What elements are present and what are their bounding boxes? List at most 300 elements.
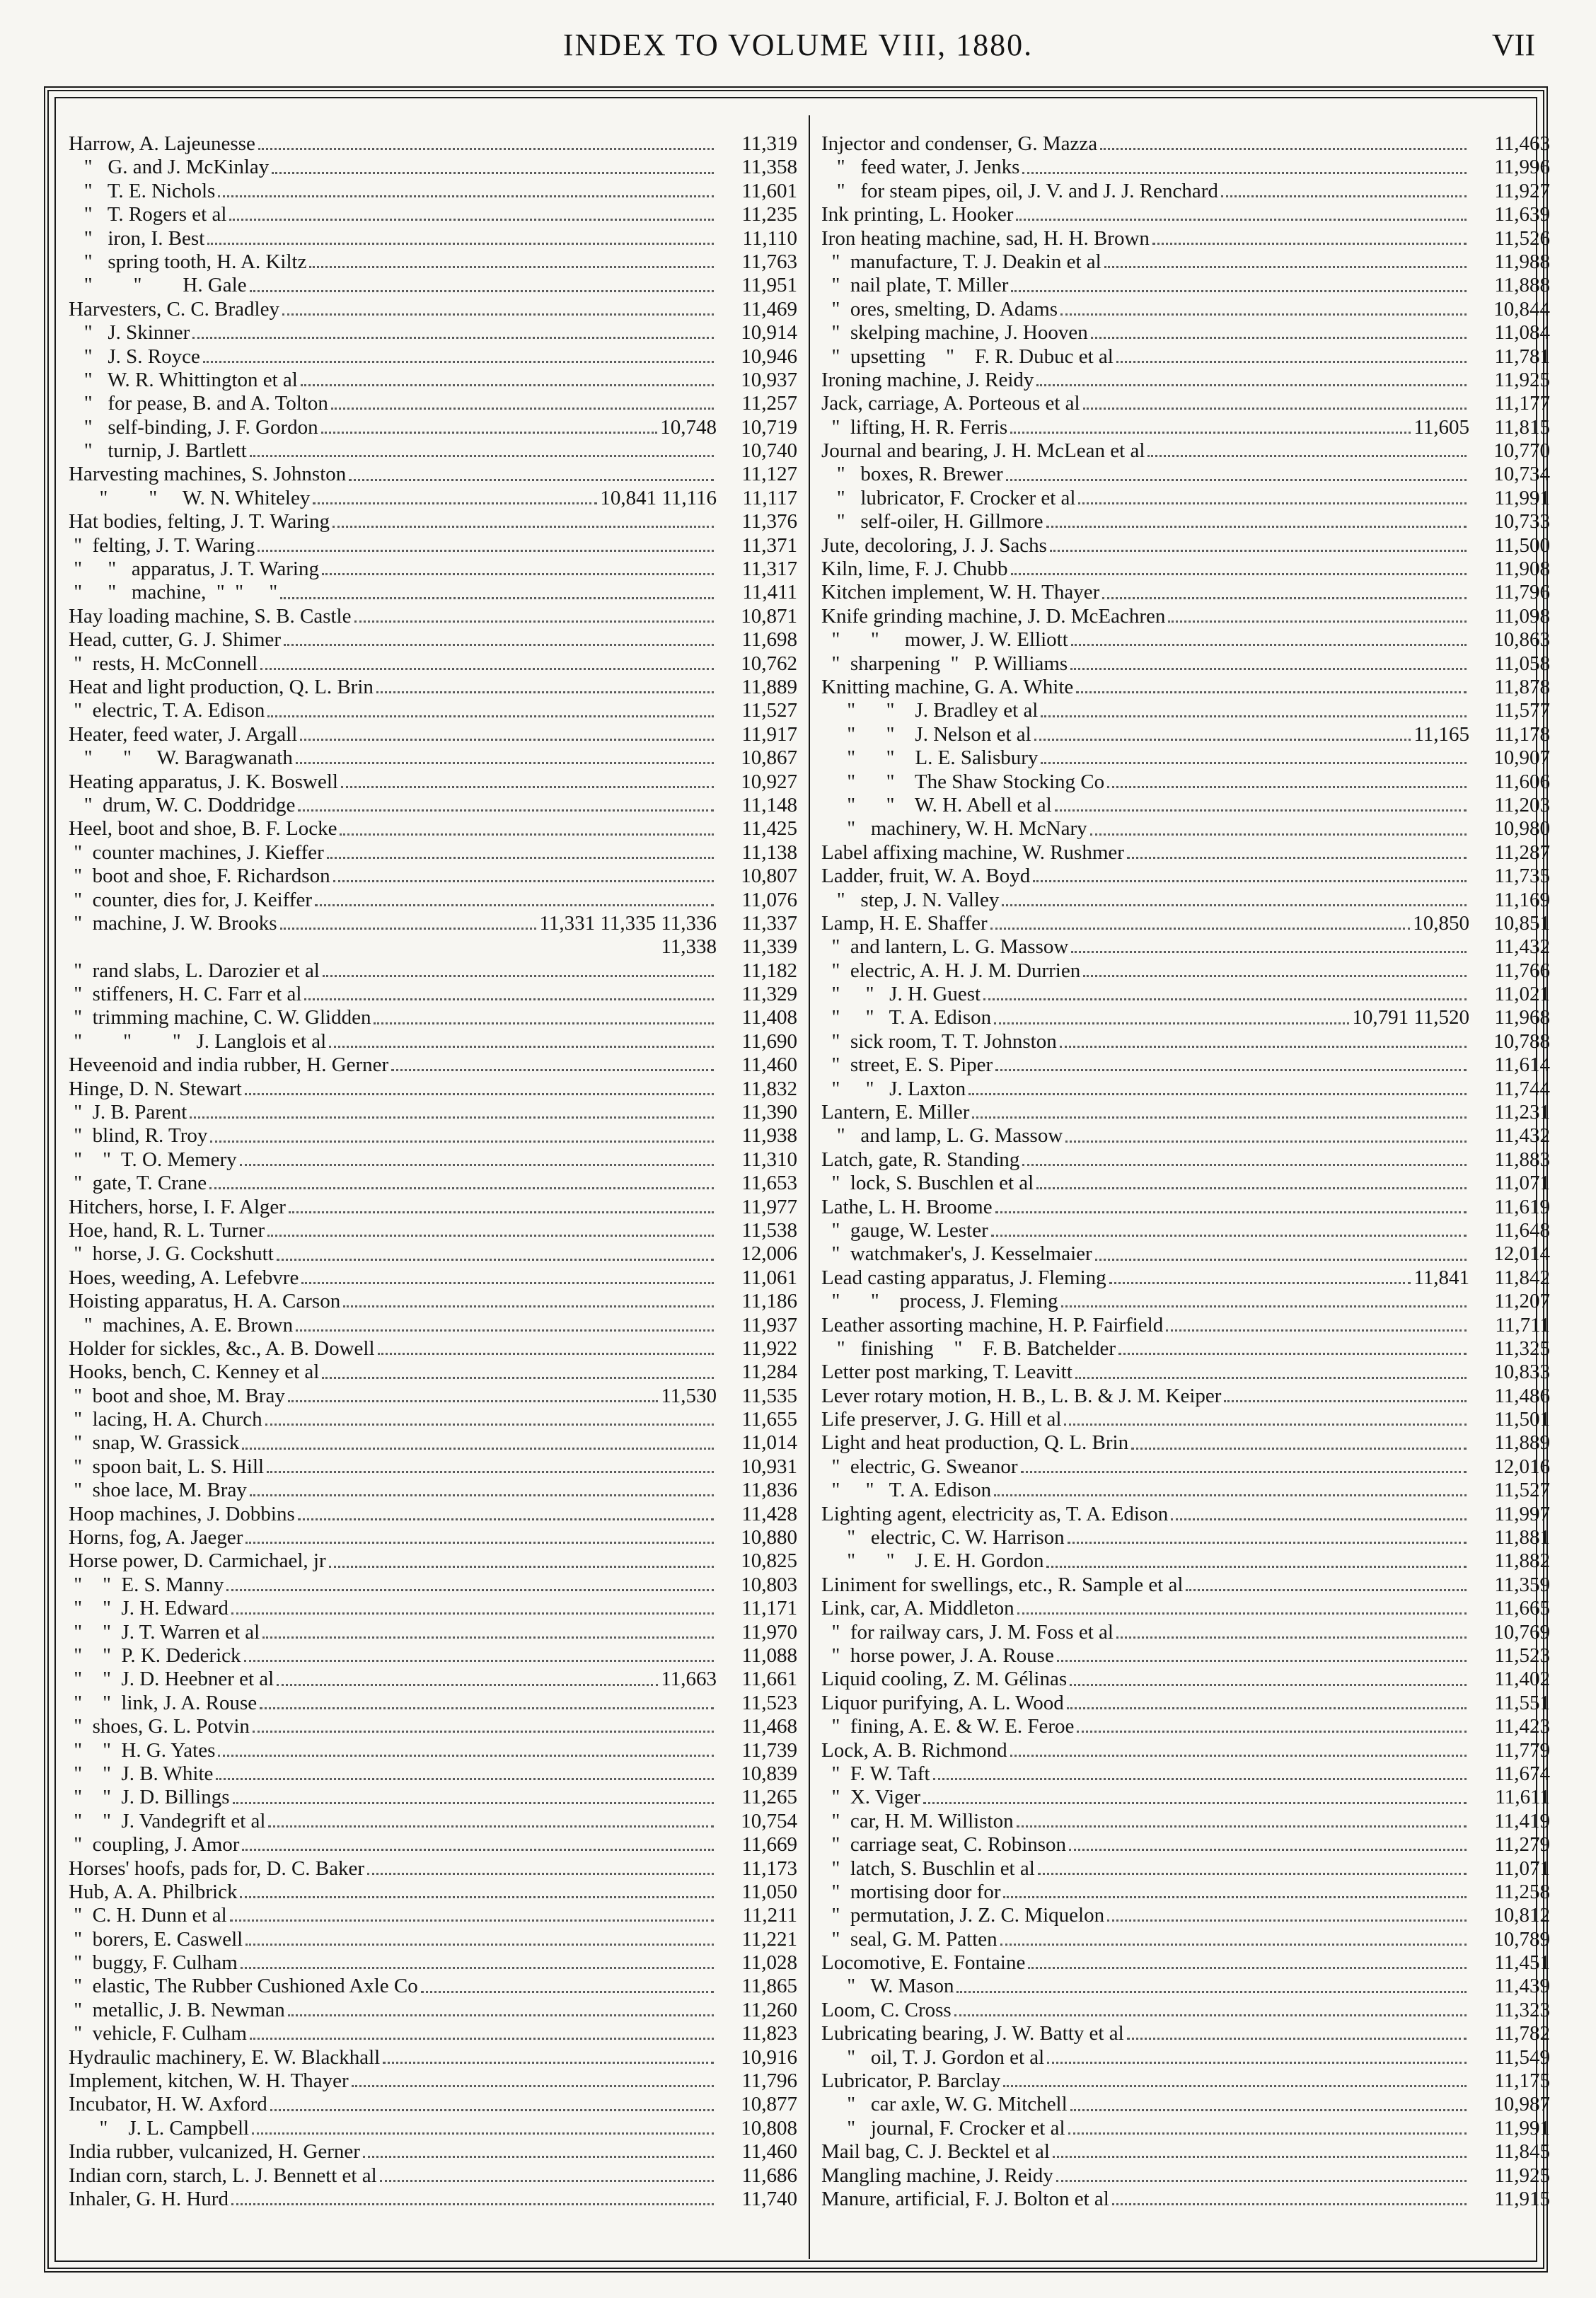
- entry-text: " for pease, B. and A. Tolton: [69, 392, 328, 415]
- index-entry: [69, 1172, 797, 1195]
- entry-number: 11,527: [741, 699, 797, 722]
- entry-number: 11,028: [741, 1951, 797, 1975]
- entry-number: 10,734: [1493, 463, 1550, 486]
- index-entry: [69, 1385, 797, 1408]
- leader-dots: [1067, 1707, 1467, 1709]
- index-entry: [821, 2188, 1550, 2211]
- index-entry: [69, 558, 797, 581]
- leader-dots: [250, 290, 714, 292]
- entry-number: 11,486: [1494, 1384, 1550, 1407]
- entry-number: 11,601: [741, 179, 797, 202]
- entry-number: 11,711: [1495, 1313, 1550, 1336]
- entry-number: 11,148: [741, 793, 797, 816]
- index-entry: [821, 1644, 1550, 1668]
- entry-number: 11,781: [1494, 345, 1550, 368]
- entry-number: 11,523: [741, 1691, 797, 1714]
- leader-dots: [341, 786, 714, 788]
- entry-text: " fining, A. E. & W. E. Feroe: [821, 1715, 1075, 1738]
- leader-dots: [298, 809, 714, 812]
- entry-text: Heveenoid and india rubber, H. Gerner: [69, 1053, 389, 1077]
- index-entry: [69, 1904, 797, 1927]
- entry-text: Jack, carriage, A. Porteous et al: [821, 392, 1080, 415]
- entry-number: 10,916: [741, 2045, 797, 2069]
- entry-number: 11,882: [1494, 1549, 1550, 1573]
- entry-number: 12,014: [1493, 1242, 1550, 1266]
- leader-dots: [231, 1612, 714, 1615]
- leader-dots: [331, 408, 714, 410]
- entry-text: " rests, H. McConnell: [69, 652, 258, 675]
- index-entry: [821, 1030, 1550, 1053]
- leader-dots: [1104, 266, 1467, 268]
- leader-dots: [322, 573, 714, 575]
- entry-number: 10,937: [741, 368, 797, 391]
- index-entry: [821, 1810, 1550, 1833]
- entry-text: " for steam pipes, oil, J. V. and J. J. Renchard: [821, 179, 1218, 202]
- entry-number: 11,186: [741, 1290, 797, 1313]
- index-entry: [821, 510, 1550, 533]
- leader-dots: [1050, 550, 1467, 552]
- entry-text: Heating apparatus, J. K. Boswell: [69, 770, 338, 793]
- entry-number: 11,423: [1494, 1715, 1550, 1738]
- entry-number: 11,740: [741, 2187, 797, 2210]
- leader-dots: [1011, 290, 1467, 292]
- leader-dots: [300, 739, 714, 741]
- leader-dots: [367, 1873, 714, 1875]
- leader-dots: [226, 1589, 714, 1591]
- entry-number: 11,535: [741, 1384, 797, 1407]
- index-entry: [69, 1951, 797, 1975]
- entry-number: 10,980: [1493, 817, 1550, 841]
- entry-number: 11,428: [741, 1502, 797, 1525]
- index-entry: [821, 132, 1550, 156]
- left-column: [69, 132, 797, 2211]
- entry-number: 11,991: [1494, 486, 1550, 509]
- entry-number: 11,842: [1494, 1266, 1550, 1289]
- entry-text: " upsetting " F. R. Dubuc et al: [821, 345, 1114, 368]
- entry-number: 11,359: [1494, 1573, 1550, 1596]
- entry-number: 11,988: [1494, 250, 1550, 273]
- leader-dots: [329, 1046, 714, 1048]
- entry-number: 11,669: [741, 1833, 797, 1857]
- entry-number: 11,376: [741, 510, 797, 533]
- index-entry: [821, 2140, 1550, 2164]
- entry-text: " self-oiler, H. Gillmore: [821, 510, 1043, 533]
- index-entry: [69, 203, 797, 226]
- index-entry: [821, 1148, 1550, 1172]
- entry-text: " " mower, J. W. Elliott: [821, 628, 1068, 652]
- entry-number: 10,825: [741, 1549, 797, 1573]
- entry-number: 10,812: [1493, 1904, 1550, 1927]
- leader-dots: [321, 432, 658, 434]
- leader-dots: [391, 1069, 714, 1071]
- entry-text: Implement, kitchen, W. H. Thayer: [69, 2069, 349, 2093]
- index-entry: [69, 1290, 797, 1313]
- leader-dots: [991, 1235, 1467, 1237]
- entry-number: 11,744: [1494, 1077, 1550, 1100]
- index-entry: [69, 2093, 797, 2116]
- entry-text: Hay loading machine, S. B. Castle: [69, 604, 352, 628]
- index-entry: [821, 1006, 1550, 1029]
- entry-text: Hub, A. A. Philbrick: [69, 1880, 238, 1903]
- leader-dots: [1071, 644, 1467, 646]
- index-entry: [821, 1242, 1550, 1266]
- index-entry: [821, 1739, 1550, 1762]
- entry-text: " W. Mason: [821, 1975, 954, 1998]
- entry-number: 10,789: [1493, 1927, 1550, 1951]
- entry-number: 11,577: [1494, 699, 1550, 722]
- leader-dots: [1041, 715, 1467, 717]
- entry-text: " vehicle, F. Culham: [69, 2022, 247, 2045]
- entry-number: 11,888: [1494, 274, 1550, 297]
- entry-text: " F. W. Taft: [821, 1762, 930, 1785]
- entry-number: 11,865: [741, 1975, 797, 1998]
- entry-number: 12,006: [741, 1242, 797, 1266]
- index-entry: [821, 865, 1550, 888]
- entry-number: 11,325: [1494, 1336, 1550, 1360]
- entry-number: 11,071: [1494, 1172, 1550, 1195]
- entry-number: 11,463: [1494, 132, 1550, 155]
- entry-text: Liquid cooling, Z. M. Gélinas: [821, 1668, 1068, 1691]
- entry-text: " X. Viger: [821, 1786, 921, 1809]
- entry-text: " mortising door for: [821, 1880, 1001, 1903]
- leader-dots: [956, 1991, 1467, 1993]
- index-entry: [69, 1431, 797, 1455]
- leader-dots: [1033, 880, 1467, 882]
- entry-text: " permutation, J. Z. C. Miquelon: [821, 1904, 1105, 1927]
- entry-text: Horns, fog, A. Jaeger: [69, 1526, 243, 1549]
- entry-text: " horse power, J. A. Rouse: [821, 1644, 1054, 1667]
- index-entry: [69, 581, 797, 604]
- entry-number: 11,173: [741, 1857, 797, 1880]
- index-entry: [821, 1290, 1550, 1313]
- leader-dots: [1003, 1896, 1467, 1898]
- entry-text: " J. Skinner: [69, 321, 190, 345]
- leader-dots: [229, 219, 714, 221]
- entry-text: " " J. T. Warren et al: [69, 1620, 260, 1644]
- entry-number: 11,371: [741, 533, 797, 557]
- entry-number: 11,231: [1494, 1101, 1550, 1124]
- entry-number: 11,501: [1494, 1408, 1550, 1431]
- entry-text: " trimming machine, C. W. Glidden: [69, 1006, 371, 1029]
- leader-dots: [1083, 408, 1467, 410]
- index-entry: [821, 1526, 1550, 1549]
- index-entry: [821, 392, 1550, 415]
- leader-dots: [244, 1660, 714, 1662]
- entry-text: " stiffeners, H. C. Farr et al: [69, 983, 302, 1006]
- entry-number: 11,500: [1494, 533, 1550, 557]
- leader-dots: [272, 172, 714, 174]
- index-entry: [69, 1148, 797, 1172]
- index-entry: [69, 439, 797, 463]
- page-number: VII: [1491, 28, 1535, 62]
- leader-dots: [1068, 2132, 1467, 2135]
- leader-dots: [230, 1919, 714, 1922]
- entry-text: " rand slabs, L. Darozier et al: [69, 959, 320, 982]
- leader-dots: [1041, 762, 1467, 764]
- entry-text: Holder for sickles, &c., A. B. Dowell: [69, 1336, 375, 1360]
- index-entry: [69, 1196, 797, 1219]
- entry-text: Lamp, H. E. Shaffer: [821, 911, 988, 935]
- leader-dots: [354, 620, 715, 623]
- index-entry: [821, 156, 1550, 179]
- index-entry: [69, 2069, 797, 2093]
- entry-number: 10,788: [1493, 1029, 1550, 1053]
- index-entry: [69, 959, 797, 983]
- entry-text: " carriage seat, C. Robinson: [821, 1833, 1067, 1857]
- entry-text: " " H. Gale: [69, 274, 247, 297]
- entry-number: 11,925: [1494, 368, 1550, 391]
- entry-text: " boxes, R. Brewer: [821, 463, 1003, 486]
- index-entry: [821, 935, 1550, 959]
- leader-dots: [994, 1494, 1467, 1496]
- entry-text: Knitting machine, G. A. White: [821, 675, 1074, 698]
- entry-text: " " J. Laxton: [821, 1077, 966, 1100]
- index-entry: [69, 180, 797, 203]
- entry-text: Life preserver, J. G. Hill et al: [821, 1408, 1062, 1431]
- leader-dots: [207, 243, 714, 245]
- index-entry: [69, 676, 797, 699]
- leader-dots: [1065, 1141, 1467, 1143]
- entry-number: 11,917: [741, 722, 797, 746]
- index-entry: [69, 1242, 797, 1266]
- index-entry: [69, 1810, 797, 1833]
- entry-number: 11,968: [1494, 1006, 1550, 1029]
- leader-dots: [270, 2109, 714, 2111]
- index-entry: [821, 1549, 1550, 1573]
- leader-dots: [218, 1755, 714, 1757]
- leader-dots: [1060, 1046, 1467, 1048]
- leader-dots: [1057, 1660, 1467, 1662]
- index-entry: [821, 605, 1550, 628]
- leader-dots: [1034, 739, 1411, 741]
- index-entry: [69, 227, 797, 250]
- leader-dots: [1055, 809, 1467, 812]
- entry-text: Ironing machine, J. Reidy: [821, 368, 1034, 391]
- entry-number: 10,807: [741, 865, 797, 888]
- entry-text: " coupling, J. Amor: [69, 1833, 240, 1857]
- leader-dots: [268, 1825, 714, 1828]
- index-entry: [69, 2140, 797, 2164]
- leader-dots: [192, 337, 714, 339]
- entry-text: " " " J. Langlois et al: [69, 1029, 327, 1053]
- leader-dots: [923, 1802, 1467, 1804]
- leader-dots: [1069, 1849, 1467, 1851]
- index-entry: [69, 983, 797, 1006]
- index-entry: [69, 2022, 797, 2045]
- entry-text: " and lamp, L. G. Massow: [821, 1124, 1063, 1148]
- entry-extra-numbers: 10,850: [1413, 911, 1469, 935]
- index-entry: [821, 1928, 1550, 1951]
- leader-dots: [250, 2038, 714, 2040]
- entry-number: 11,606: [1494, 770, 1550, 793]
- entry-text: Incubator, H. W. Axford: [69, 2093, 267, 2116]
- entry-number: 10,851: [1493, 911, 1550, 935]
- index-entry: [821, 2164, 1550, 2188]
- entry-extra-numbers: 10,841 11,116: [600, 486, 717, 509]
- index-entry: [821, 2117, 1550, 2140]
- entry-text: " seal, G. M. Patten: [821, 1927, 998, 1951]
- leader-dots: [296, 762, 714, 764]
- index-entry: [69, 935, 797, 959]
- entry-number: 11,782: [1494, 2022, 1550, 2045]
- leader-dots: [1147, 455, 1467, 457]
- entry-text: " T. E. Nichols: [69, 179, 216, 202]
- leader-dots: [363, 2156, 714, 2158]
- entry-text: Hoe, hand, R. L. Turner: [69, 1218, 265, 1242]
- entry-number: 10,808: [741, 2116, 797, 2140]
- leader-dots: [323, 975, 714, 977]
- index-entry: [821, 1219, 1550, 1242]
- index-entry: [821, 841, 1550, 865]
- entry-text: Kitchen implement, W. H. Thayer: [821, 581, 1100, 604]
- entry-number: 11,260: [741, 1998, 797, 2021]
- entry-number: 10,931: [741, 1455, 797, 1478]
- entry-text: " electric, T. A. Edison: [69, 699, 265, 722]
- leader-dots: [1166, 1329, 1467, 1332]
- entry-number: 11,881: [1494, 1526, 1550, 1549]
- entry-number: 11,815: [1494, 415, 1550, 439]
- index-entry: [69, 1479, 797, 1502]
- index-entry: [821, 487, 1550, 510]
- entry-text: " counter, dies for, J. Keiffer: [69, 888, 312, 911]
- entry-number: 11,460: [741, 2140, 797, 2164]
- entry-number: 11,182: [741, 959, 797, 982]
- leader-dots: [374, 1022, 714, 1024]
- entry-number: 10,987: [1493, 2093, 1550, 2116]
- leader-dots: [233, 1802, 714, 1804]
- index-entry: [69, 1833, 797, 1857]
- entry-number: 10,946: [741, 345, 797, 368]
- leader-dots: [1016, 219, 1467, 221]
- entry-number: 11,766: [1494, 959, 1550, 982]
- index-entry: [69, 1266, 797, 1290]
- index-entry: [69, 345, 797, 369]
- entry-number: 11,619: [1494, 1195, 1550, 1218]
- leader-dots: [380, 2180, 714, 2182]
- leader-dots: [288, 2014, 714, 2016]
- index-entry: [821, 817, 1550, 841]
- entry-extra-numbers: 11,663: [661, 1668, 717, 1691]
- leader-dots: [216, 1778, 714, 1780]
- leader-dots: [332, 526, 714, 528]
- leader-dots: [995, 1069, 1467, 1071]
- entry-text: " gauge, W. Lester: [821, 1218, 988, 1242]
- entry-number: 11,661: [741, 1668, 797, 1691]
- leader-dots: [267, 1235, 714, 1237]
- entry-number: 11,425: [741, 817, 797, 841]
- entry-extra-numbers: 11,331 11,335 11,336: [539, 911, 717, 935]
- entry-text: " electric, G. Sweanor: [821, 1455, 1018, 1478]
- index-entry: [69, 1692, 797, 1715]
- index-entry: [69, 250, 797, 274]
- index-entry: [69, 2188, 797, 2211]
- entry-number: 11,977: [741, 1195, 797, 1218]
- entry-number: 11,178: [1494, 722, 1550, 746]
- entry-text: " drum, W. C. Doddridge: [69, 793, 296, 816]
- index-entry: [821, 652, 1550, 676]
- index-entry: [821, 369, 1550, 392]
- index-entry: [69, 2164, 797, 2188]
- entry-number: 11,439: [1494, 1975, 1550, 1998]
- entry-text: Horse power, D. Carmichael, jr: [69, 1549, 326, 1573]
- entry-number: 11,358: [741, 156, 797, 179]
- entry-text: " " H. G. Yates: [69, 1738, 216, 1762]
- leader-dots: [1003, 2085, 1467, 2087]
- entry-text: " " apparatus, J. T. Waring: [69, 558, 319, 581]
- entry-number: 11,527: [1494, 1479, 1550, 1502]
- index-entry: [69, 1337, 797, 1361]
- entry-number: 11,175: [1494, 2069, 1550, 2093]
- entry-text: " machine, J. W. Brooks: [69, 911, 277, 935]
- leader-dots: [1068, 1542, 1467, 1544]
- entry-number: 11,639: [1494, 203, 1550, 226]
- index-entry: [69, 912, 797, 935]
- entry-text: Heater, feed water, J. Argall: [69, 722, 298, 746]
- index-entry: [821, 983, 1550, 1006]
- leader-dots: [990, 928, 1411, 930]
- entry-number: 11,203: [1494, 793, 1550, 816]
- entry-text: " blind, R. Troy: [69, 1124, 208, 1148]
- entry-text: " " W. Baragwanath: [69, 746, 293, 770]
- entry-text: " buggy, F. Culham: [69, 1951, 238, 1975]
- entry-number: 11,390: [741, 1101, 797, 1124]
- entry-text: " self-binding, J. F. Gordon: [69, 415, 318, 439]
- entry-text: Hitchers, horse, I. F. Alger: [69, 1195, 286, 1218]
- leader-dots: [250, 1494, 714, 1496]
- index-entry: [69, 1053, 797, 1077]
- leader-dots: [383, 2062, 714, 2064]
- entry-text: " " The Shaw Stocking Co: [821, 770, 1105, 793]
- index-entry: [821, 889, 1550, 912]
- entry-text: " street, E. S. Piper: [821, 1053, 993, 1077]
- leader-dots: [190, 1116, 714, 1119]
- index-entry: [821, 676, 1550, 699]
- index-entry: [821, 581, 1550, 604]
- entry-number: 11,832: [741, 1077, 797, 1100]
- entry-number: 10,867: [741, 746, 797, 770]
- entry-text: " finishing " F. B. Batchelder: [821, 1336, 1116, 1360]
- leader-dots: [1131, 1448, 1467, 1450]
- entry-text: " lifting, H. R. Ferris: [821, 415, 1008, 439]
- index-entry: [821, 1833, 1550, 1857]
- index-entry: [821, 1124, 1550, 1148]
- entry-text: Leather assorting machine, H. P. Fairfield: [821, 1313, 1164, 1336]
- entry-number: 11,207: [1494, 1290, 1550, 1313]
- leader-dots: [1077, 1731, 1467, 1733]
- index-entry: [69, 1928, 797, 1951]
- leader-dots: [1095, 1259, 1467, 1261]
- entry-text: " C. H. Dunn et al: [69, 1904, 227, 1927]
- entry-text: " nail plate, T. Miller: [821, 274, 1009, 297]
- entry-text: " lacing, H. A. Church: [69, 1408, 262, 1431]
- entry-number: 11,690: [741, 1029, 797, 1053]
- index-entry: [69, 1314, 797, 1337]
- entry-number: 11,665: [1494, 1597, 1550, 1620]
- index-entry: [821, 2093, 1550, 2116]
- entry-number: 10,927: [741, 770, 797, 793]
- entry-text: " G. and J. McKinlay: [69, 156, 270, 179]
- index-entry: [69, 1881, 797, 1904]
- index-entry: [69, 1715, 797, 1738]
- entry-number: 11,061: [741, 1266, 797, 1289]
- leader-dots: [280, 597, 714, 599]
- entry-text: " feed water, J. Jenks: [821, 156, 1020, 179]
- leader-dots: [267, 715, 714, 717]
- leader-dots: [210, 1141, 714, 1143]
- leader-dots: [1038, 1873, 1467, 1875]
- entry-number: 11,235: [741, 203, 797, 226]
- entry-number: 11,796: [1494, 581, 1550, 604]
